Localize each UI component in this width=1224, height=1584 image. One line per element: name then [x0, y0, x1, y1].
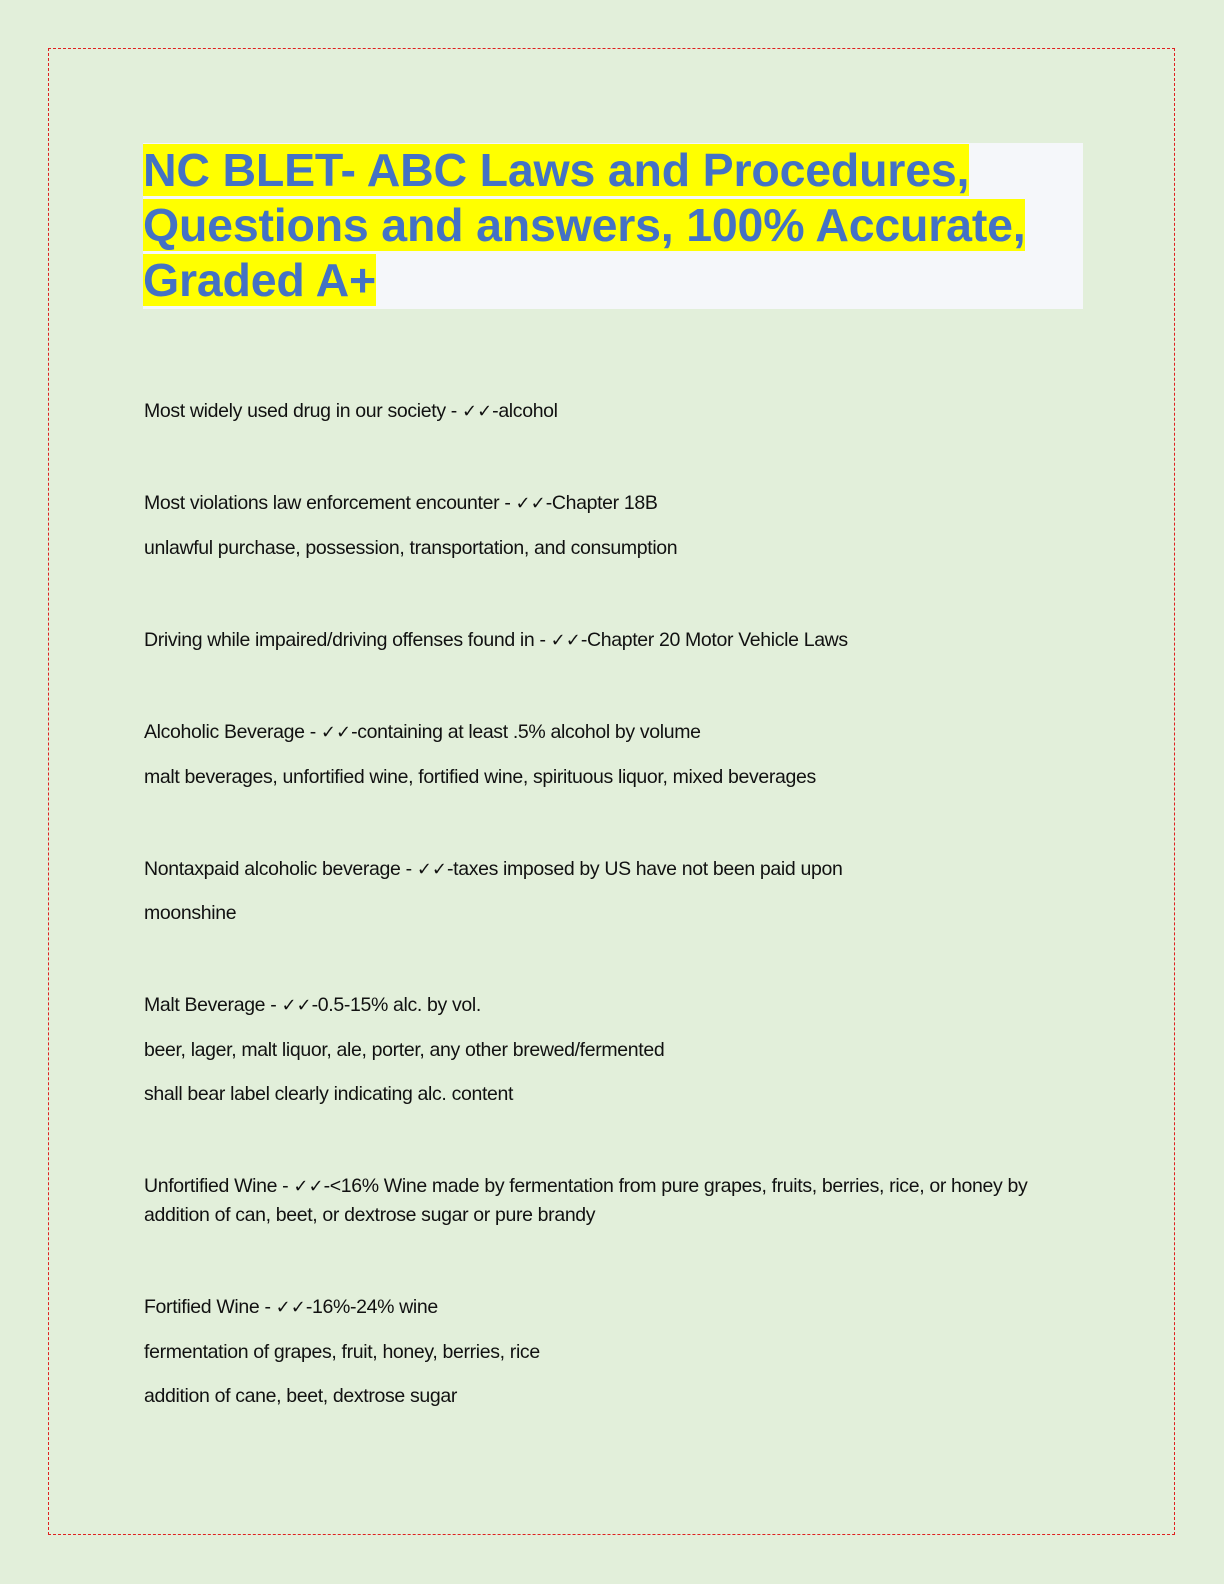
question-text: Malt Beverage - [144, 994, 282, 1016]
answer-text: -16%-24% wine [305, 1296, 438, 1318]
question-text: Unfortified Wine - [144, 1175, 294, 1197]
double-check-icon: ✓✓ [320, 722, 352, 743]
answer-text: -taxes imposed by US have not been paid upon [446, 858, 843, 880]
answer-text: -containing at least .5% alcohol by volume [351, 721, 701, 743]
question-text: Fortified Wine - [144, 1296, 276, 1318]
qa-note-line: fermentation of grapes, fruit, honey, berries, rice [144, 1341, 540, 1363]
title-line-1: NC BLET- ABC Laws and Procedures, [143, 144, 970, 196]
title-line-3: Graded A+ [143, 254, 376, 306]
qa-question-line [144, 855, 842, 884]
title-line-2: Questions and answers, 100% Accurate, [143, 199, 1026, 251]
answer-text: -Chapter 18B [545, 492, 658, 514]
qa-note-line: unlawful purchase, possession, transportation, and consumption [144, 537, 678, 559]
double-check-icon: ✓✓ [416, 859, 447, 880]
answer-text: -0.5-15% alc. by vol. [311, 994, 481, 1016]
double-check-icon: ✓✓ [515, 493, 546, 514]
qa-question-line [144, 397, 558, 426]
qa-question-line [144, 1172, 1044, 1230]
question-text: Nontaxpaid alcoholic beverage - [144, 858, 417, 880]
qa-note-line: beer, lager, malt liquor, ale, porter, any other brewed/fermented [144, 1039, 665, 1061]
answer-text: -Chapter 20 Motor Vehicle Laws [580, 629, 848, 651]
qa-note-line: shall bear label clearly indicating alc. content [144, 1083, 514, 1105]
answer-text: -alcohol [492, 400, 558, 422]
double-check-icon: ✓✓ [550, 630, 581, 651]
qa-question-line [144, 718, 701, 747]
double-check-icon: ✓✓ [275, 1297, 306, 1318]
question-text: Alcoholic Beverage - [144, 721, 321, 743]
double-check-icon: ✓✓ [462, 401, 493, 422]
qa-question-line [144, 626, 848, 655]
double-check-icon: ✓✓ [293, 1176, 324, 1197]
qa-question-line [144, 1293, 438, 1322]
title-block [143, 143, 1083, 309]
double-check-icon: ✓✓ [281, 995, 312, 1016]
answer-text: -<16% Wine made by fermentation from pure grapes, fruits, berries, rice, or honey by addition of can, beet, or dextrose sugar or pure brandy [144, 1175, 1028, 1226]
question-text: Driving while impaired/driving offenses found in - [144, 629, 551, 651]
qa-question-line [144, 489, 658, 518]
document-title [143, 143, 1083, 308]
question-text: Most widely used drug in our society - [144, 400, 462, 422]
qa-note-line: moonshine [144, 902, 237, 924]
question-text: Most violations law enforcement encounter - [144, 492, 516, 514]
qa-note-line: malt beverages, unfortified wine, fortified wine, spirituous liquor, mixed beverages [144, 766, 816, 788]
qa-note-line: addition of cane, beet, dextrose sugar [144, 1385, 458, 1407]
qa-question-line [144, 991, 481, 1020]
